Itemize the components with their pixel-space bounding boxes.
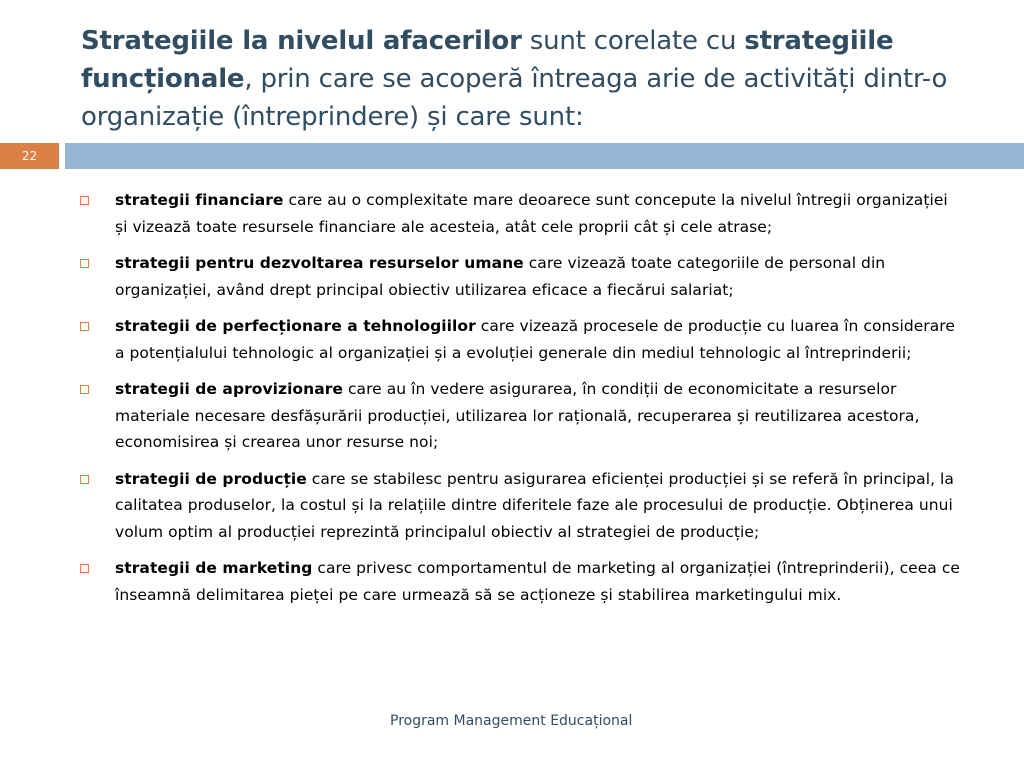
slide-footer: Program Management Educațional [390, 713, 633, 729]
title-part-1: Strategiile la nivelul afacerilor [81, 26, 522, 56]
slide-title [81, 22, 1001, 136]
list-item-procurement [0, 376, 960, 456]
list-item-production [0, 466, 960, 546]
title-part-4: , prin care se acoperă întreaga arie de activități dintr-o organizație (întreprindere) și care sunt: [81, 64, 948, 132]
item-term: strategii de marketing [115, 559, 313, 577]
slide-number: 22 [21, 149, 38, 163]
square-bullet-icon [80, 564, 89, 573]
list-item-technology [0, 313, 960, 366]
square-bullet-icon [80, 385, 89, 394]
strategy-list [0, 187, 1024, 618]
item-term: strategii de producție [115, 469, 307, 488]
slide-number-badge [0, 143, 59, 169]
title-part-3: strategiile funcționale [81, 26, 894, 94]
item-term: strategii de perfecționare a tehnologiilor [115, 317, 476, 335]
square-bullet-icon [80, 322, 89, 331]
list-item-marketing [0, 555, 960, 608]
list-item-financial [0, 187, 960, 240]
item-description: care se stabilesc pentru asigurarea eficienței producției și se referă în principal, la calitatea produselor, la costul și la relațiile dintre diferitele faze ale procesului de producție. Obținerea unui volum optim al producției reprezintă principalul obiectiv al strategiei de producție; [115, 469, 954, 541]
item-term: strategii financiare [115, 191, 284, 209]
item-description: care privesc comportamentul de marketing al organizației (întreprinderii), ceea ce înseamnă delimitarea pieței pe care urmează să se acționeze și stabilirea marketingului mix. [115, 559, 960, 604]
square-bullet-icon [80, 475, 89, 484]
square-bullet-icon [80, 259, 89, 268]
square-bullet-icon [80, 196, 89, 205]
item-term: strategii de aprovizionare [115, 380, 343, 398]
header-divider-bar [65, 143, 1024, 169]
item-description: care au în vedere asigurarea, în condiții de economicitate a resurselor materiale necesare desfășurării producției, utilizarea lor rațională, recuperarea și reutilizarea acestora, economisirea și crearea unor resurse noi; [115, 380, 920, 451]
item-description: care vizează procesele de producție cu luarea în considerare a potențialului tehnologic al organizației și a evoluției generale din mediul tehnologic al întreprinderii; [115, 317, 955, 362]
item-description: care vizează toate categoriile de personal din organizației, având drept principal obiectiv utilizarea eficace a fiecărui salariat; [115, 254, 886, 299]
list-item-human-resources [0, 250, 960, 303]
item-description: care au o complexitate mare deoarece sunt concepute la nivelul întregii organizației și vizează toate resursele financiare ale acesteia, atât cele proprii cât și cele atrase; [115, 191, 948, 236]
title-part-2: sunt corelate cu [521, 26, 745, 56]
item-term: strategii pentru dezvoltarea resurselor umane [115, 254, 524, 272]
